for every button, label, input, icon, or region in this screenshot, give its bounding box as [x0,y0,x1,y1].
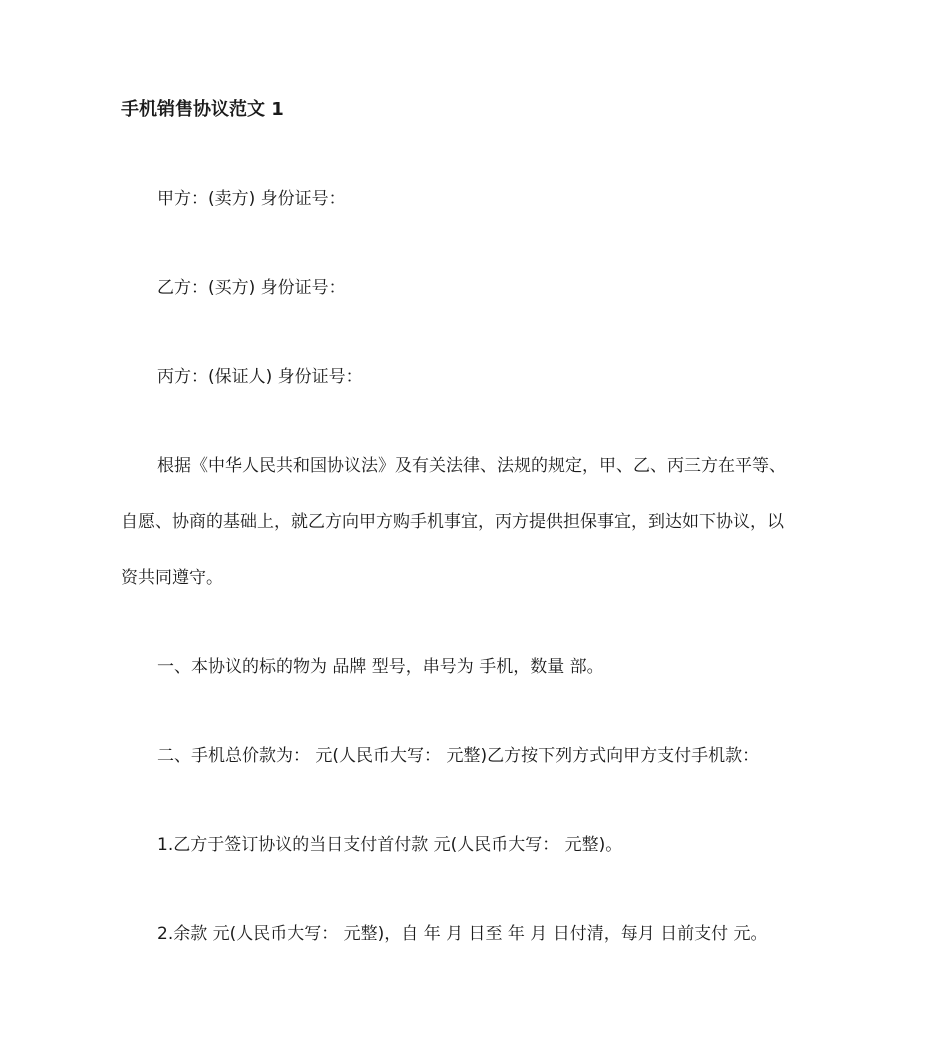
party-b-line: 乙方：(买方) 身份证号： [157,278,346,298]
clause-2-item-2: 2.余款 元(人民币大写： 元整)，自 年 月 日至 年 月 日付清，每月 日前支付 元。 [157,924,768,944]
party-c-line: 丙方：(保证人) 身份证号： [157,367,363,387]
preamble-line-1: 根据《中华人民共和国协议法》及有关法律、法规的规定，甲、乙、丙三方在平等、 [157,456,786,476]
clause-2: 二、手机总价款为： 元(人民币大写： 元整)乙方按下列方式向甲方支付手机款： [157,746,760,766]
clause-2-item-1: 1.乙方于签订协议的当日支付首付款 元(人民币大写： 元整)。 [157,835,623,855]
preamble-line-2: 自愿、协商的基础上，就乙方向甲方购手机事宜，丙方提供担保事宜，到达如下协议，以 [121,512,784,532]
clause-1: 一、本协议的标的物为 品牌 型号，串号为 手机，数量 部。 [157,657,604,677]
party-a-line: 甲方：(卖方) 身份证号： [157,189,346,209]
preamble-line-3: 资共同遵守。 [121,568,223,588]
document-title: 手机销售协议范文 1 [121,99,284,120]
